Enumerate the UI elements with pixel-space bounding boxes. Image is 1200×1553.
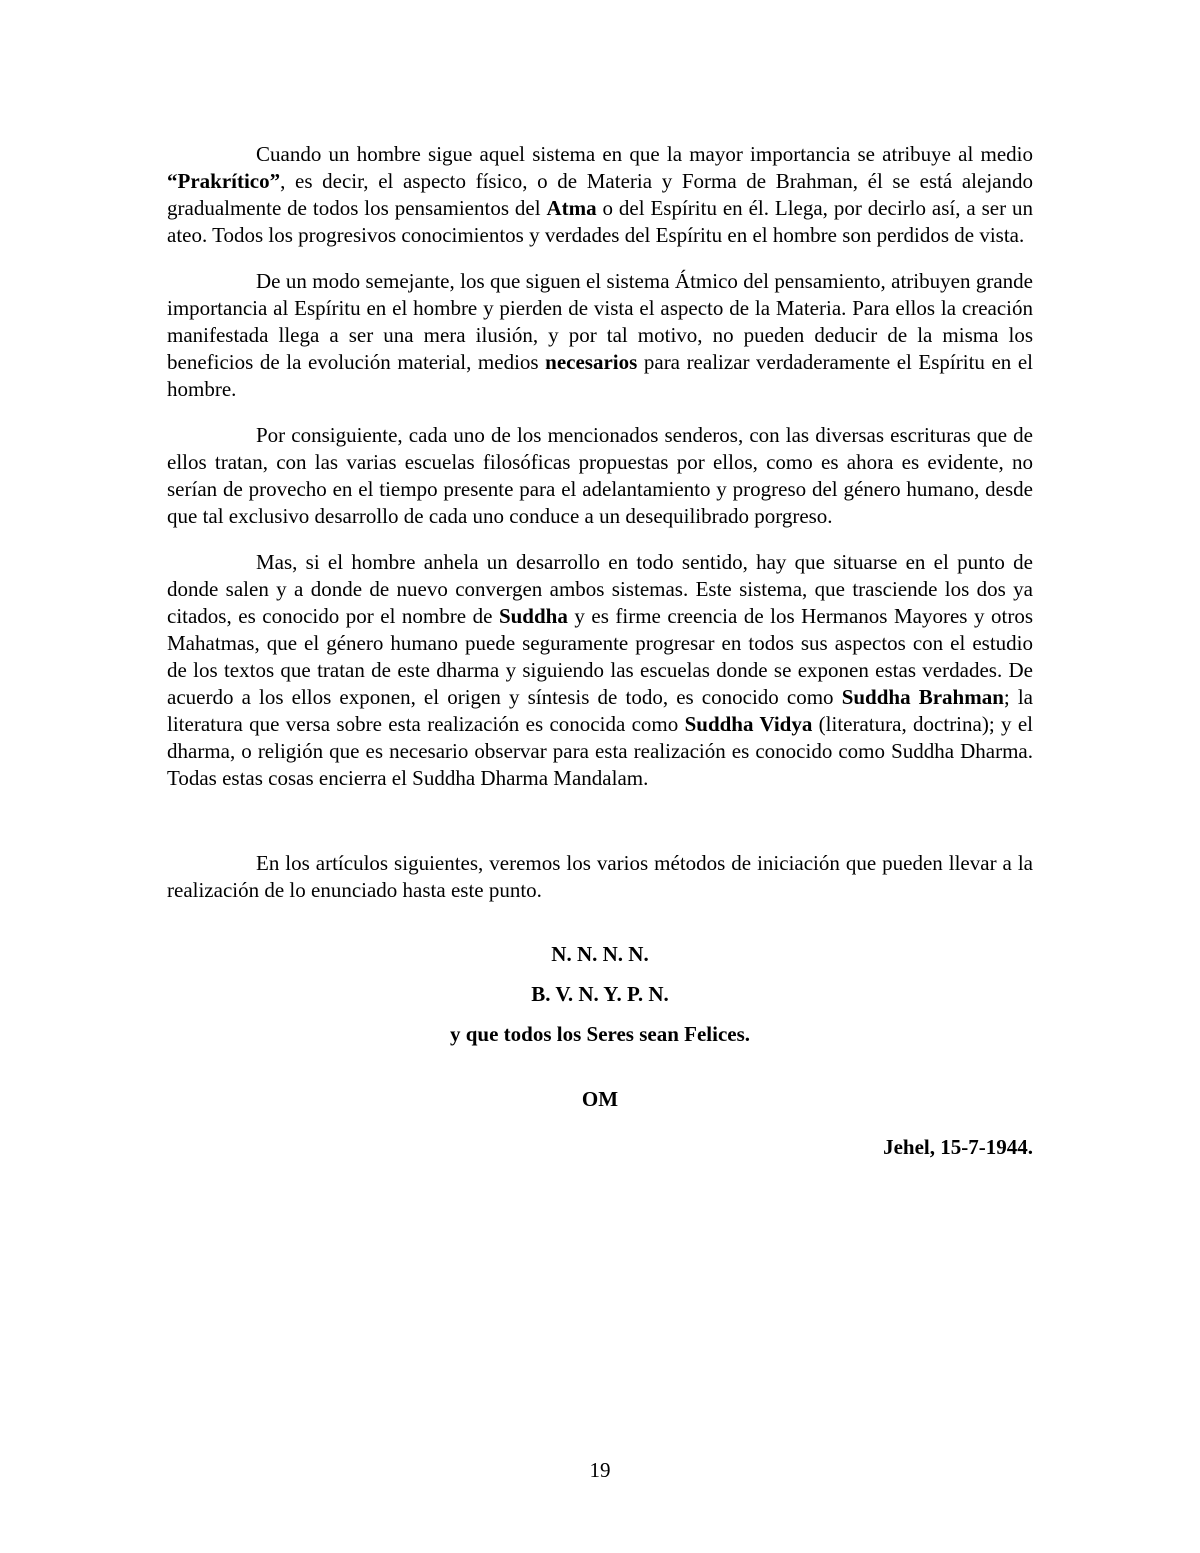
closing-blessing: y que todos los Seres sean Felices. [449,1022,751,1046]
p4-text-1: Mas, si el hombre anhela un desarrollo en todo sentido, hay que situarse en el punto de donde salen y a donde de nuevo convergen ambos sistemas. Este sistema, que trasciende los dos ya citados, es conocido por el nombre de [167,550,1033,628]
p1-term-prakritico: “Prakrítico” [167,169,281,193]
paragraph-3 [167,422,1033,530]
paragraph-4 [167,549,1033,792]
closing-om: OM [581,1087,619,1111]
paragraph-2 [167,268,1033,403]
p2-term-necesarios: necesarios [545,350,638,374]
closing-block [167,941,1033,1161]
page-number: 19 [589,1458,611,1482]
p5-text-1: En los artículos siguientes, veremos los varios métodos de iniciación que pueden llevar a la realización de lo enunciado hasta este punto. [167,851,1033,902]
p4-term-suddha: Suddha [498,604,568,628]
p2-text-1: De un modo semejante, los que siguen el sistema Átmico del pensamiento, atribuyen grande importancia al Espíritu en el hombre y pierden de vista el aspecto de la Materia. Para ellos la creación manifestada llega a ser una mera ilusión, y por tal motivo, no pueden deducir de la misma los beneficios de la evolución material, medios [167,269,1033,374]
p4-term-suddha-vidya: Suddha Vidya [684,712,813,736]
p4-text-4: (literatura, doctrina); y el dharma, o religión que es necesario observar para esta realización es conocido como Suddha Dharma. Todas estas cosas encierra el Suddha Dharma Mandalam. [167,712,1033,790]
p4-text-3: ; la literatura que versa sobre esta realización es conocida como [167,685,1033,736]
p1-term-atma: Atma [546,196,597,220]
closing-line-1: N. N. N. N. [551,942,649,966]
paragraph-1 [167,141,1033,249]
paragraph-5 [167,850,1033,904]
p1-text-3: o del Espíritu en él. Llega, por decirlo así, a ser un ateo. Todos los progresivos conocimientos y verdades del Espíritu en el hombre son perdidos de vista. [167,196,1033,247]
p4-text-2: y es firme creencia de los Hermanos Mayores y otros Mahatmas, que el género humano puede seguramente progresar en todos sus aspectos con el estudio de los textos que tratan de este dharma y siguiendo las escuelas donde se exponen estas verdades. De acuerdo a los ellos exponen, el origen y síntesis de todo, es conocido como [167,604,1034,709]
p2-text-2: para realizar verdaderamente el Espíritu en el hombre. [167,350,1034,401]
place-date: Jehel, 15-7-1944. [883,1135,1033,1159]
p3-text-1: Por consiguiente, cada uno de los mencionados senderos, con las diversas escrituras que de ellos tratan, con las varias escuelas filosóficas propuestas por ellos, como es ahora es evidente, no serían de provecho en el tiempo presente para el adelantamiento y progreso del género humano, desde que tal exclusivo desarrollo de cada uno conduce a un desequilibrado porgreso. [167,423,1033,528]
document-page [167,141,1033,1161]
p1-text-2: , es decir, el aspecto físico, o de Materia y Forma de Brahman, él se está alejando gradualmente de todos los pensamientos del [167,169,1033,220]
p1-text-1: Cuando un hombre sigue aquel sistema en que la mayor importancia se atribuye al medio [256,142,1033,166]
p4-term-suddha-brahman: Suddha Brahman [841,685,1004,709]
closing-line-2: B. V. N. Y. P. N. [531,982,669,1006]
